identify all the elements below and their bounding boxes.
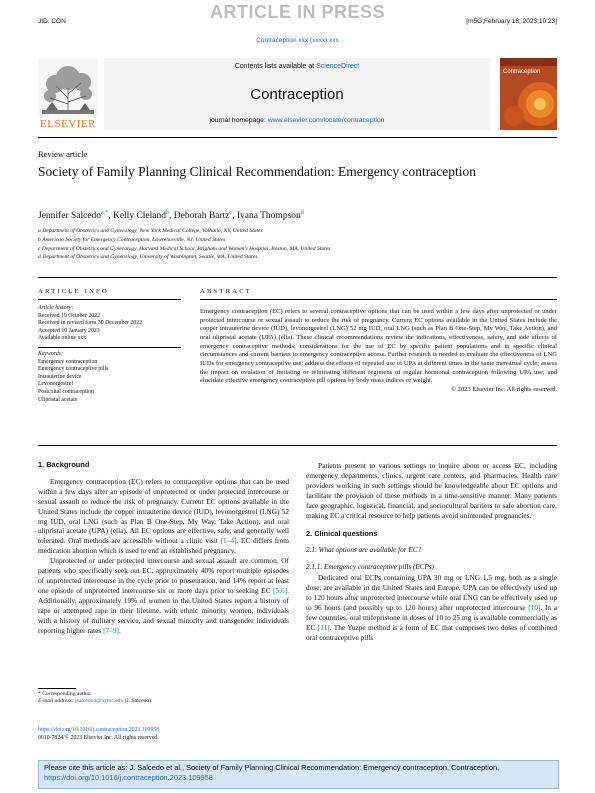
author-name[interactable]: Ivana Thompson xyxy=(236,211,301,222)
abstract-text xyxy=(200,308,557,395)
abstract-rule xyxy=(200,299,557,300)
email-label: E-mail address: xyxy=(38,698,76,705)
article-type: Review article xyxy=(38,149,88,159)
paragraph: Unprotected or under protected intercourse and sexual assault are common. Of patients who specifically seek out EC, approximately 40% report multiple episodes of unprotected intercourse in the cycle prior to presentation, and 14% report at least one episode of unprotected intercourse six or more days prior to seeking EC [5,6]. Additionally, approximately 19% of women in the United States report a history of rape or attempted rape in their lifetime, with ethnic minority women, individuals with a history of military service, and sexual minority and transgender individuals reporting higher rates [7–9]. xyxy=(38,556,289,635)
affiliation: a Department of Obstetrics and Gynecology, New York Medical College, Valhalla, NY, United States xyxy=(38,228,263,234)
author-name[interactable]: Jennifer Salcedo xyxy=(38,211,102,222)
affiliation: d Department of Obstetrics and Gynecology, University of Washington, Seattle, WA, United States xyxy=(38,254,258,261)
masthead-rule xyxy=(38,137,557,138)
sciencedirect-link[interactable]: ScienceDirect xyxy=(316,63,360,70)
history-item: Received in revised form 30 December 2022 xyxy=(38,320,142,327)
article-in-press-banner: ARTICLE IN PRESS xyxy=(209,2,386,22)
subsection-heading: 2.1. What options are available for EC? xyxy=(306,546,422,555)
section-heading: 1. Background xyxy=(38,460,90,469)
author-affil[interactable]: c xyxy=(229,210,233,216)
affiliation-rule xyxy=(38,277,557,278)
paragraph: Emergency contraception (EC) refers to contraceptive options that can be used within a few days after an episode of unprotected or under protected intercourse or sexual assault to reduce the risk of pregnancy. Current EC options available in the United States include the copper intrauterine device (IUD), levonorgestrel (LNG) 52 mg IUD, oral LNG (such as Plan B One-Step, My Way, Take Action), and oral ulipristal acetate (UPA) (ella). All EC options are effective, safe, and generally well tolerated. Oral methods are accessible without a clinic visit [1–4]. EC differs from medication abortion which is used to end an established pregnancy. xyxy=(38,476,289,556)
affiliation: c Department of Obstetrics and Gynecology, Harvard Medical School, Brigham and Women’s Hospital, Boston, MA, United States xyxy=(38,245,331,252)
author-affil[interactable]: d xyxy=(300,210,304,216)
cover-title: Contraception xyxy=(503,69,541,75)
abstract-copyright: © 2023 Elsevier Inc. All rights reserved. xyxy=(450,385,557,393)
body-right-column xyxy=(306,461,557,643)
keyword[interactable]: Levonorgestrel xyxy=(38,381,73,388)
author-affil[interactable]: a,* xyxy=(101,210,109,216)
email-link[interactable]: jsalcedo4@nymc.edu xyxy=(75,698,124,705)
footnote-rule xyxy=(38,688,76,689)
paragraph: Patients present to various settings to inquire about or access EC, including emergency departments, clinics, urgent care centers, and pharmacies. Health care providers working in such settings should be knowledgeable about EC options and facilitate the provision of these methods in a time-sensitive manner. Many patients face geographic, logistical, financial, and sociocultural barriers to safe abortion care, making EC a critical resource to help patients avoid unintended pregnancies. xyxy=(306,461,557,520)
journal-id: JID: CON xyxy=(38,18,66,25)
journal-homepage xyxy=(104,117,490,124)
issn-line: 0010-7824/© 2023 Elsevier Inc. All rights reserved. xyxy=(38,734,159,741)
keyword[interactable]: Emergency contraceptive pills xyxy=(38,366,109,373)
homepage-prefix: journal homepage: xyxy=(209,117,268,124)
journal-cover[interactable] xyxy=(500,58,557,130)
author-name[interactable]: Kelly Cleland xyxy=(112,211,166,222)
history-item: Available online xxx xyxy=(38,335,87,342)
elsevier-logo-text: ELSEVIER xyxy=(40,118,96,130)
keyword[interactable]: Postcoital contraception xyxy=(38,388,94,395)
article-info-heading: ARTICLE INFO xyxy=(38,288,109,295)
keyword[interactable]: Intrauterine device xyxy=(38,373,82,380)
keyword[interactable]: Emergency contraception xyxy=(38,358,98,365)
keywords-rule xyxy=(38,347,181,348)
contents-line xyxy=(104,63,490,70)
contents-prefix: Contents lists available at xyxy=(234,63,317,70)
journal-name: Contraception xyxy=(250,86,344,103)
article-info xyxy=(38,305,181,404)
citation-doi-link[interactable]: https://doi.org/10.1016/j.contraception.2023.109958 xyxy=(44,773,213,782)
affiliation: b American Society for Emergency Contraception, Lawrenceville, NJ, United States xyxy=(38,236,226,243)
footer xyxy=(38,727,159,742)
history-item: Received 19 October 2022 xyxy=(38,312,100,319)
citation-link[interactable]: [10] xyxy=(528,602,541,612)
citation-link[interactable]: [11] xyxy=(317,622,330,632)
article-title: Society of Family Planning Clinical Recommendation: Emergency contraception xyxy=(38,164,477,179)
footnote: * Corresponding author. E-mail address: jsalcedo4@nymc.edu (J. Salcedo). xyxy=(38,691,153,705)
build-info: [m5G;February 18, 2023;10:23] xyxy=(466,18,557,25)
paragraph: Dedicated oral ECPs containing UPA 30 mg or LNG 1.5 mg, both as a single dose, are available in the United States and Europe. UPA can be effectively used up to 120 hours after unprotected intercourse while oral LNG can be effectively used up to 96 hours (and possibly up to 120 hours) after unprotected intercourse [10]. In a few countries, oral mifepristone in doses of 10 to 25 mg is available commercially as EC [11]. The Yuzpe method is a form of EC that comprises two doses of combined oral contraceptive pills xyxy=(306,573,558,642)
homepage-link[interactable]: www.elsevier.com/locate/contraception xyxy=(267,117,385,124)
abstract-end-rule xyxy=(38,445,557,446)
keywords-label: Keywords: xyxy=(38,350,63,357)
doi-link[interactable]: https://doi.org/10.1016/j.contraception.2023.109958 xyxy=(38,727,160,733)
body-left-column xyxy=(38,460,289,635)
author-name[interactable]: Deborah Bartz xyxy=(173,211,230,222)
citation-link[interactable]: [5,6] xyxy=(273,585,288,595)
citation-link[interactable]: [7–9] xyxy=(103,625,119,635)
author-affil[interactable]: b xyxy=(166,210,169,216)
keyword[interactable]: Ulipristal acetate xyxy=(38,396,78,403)
history-item: Accepted 10 January 2023 xyxy=(38,327,100,334)
corresponding-author: * Corresponding author. xyxy=(38,691,93,697)
citation-link[interactable]: [1–4] xyxy=(220,536,237,546)
subsubsection-heading: 2.1.1. Emergency contraceptive pills (ECPs) xyxy=(306,563,435,572)
section-heading: 2. Clinical questions xyxy=(306,529,378,539)
abstract-body: Emergency contraception (EC) refers to several contraceptive options that can be used within a few days after unprotected or under protected intercourse or sexual assault to reduce the risk of pregnancy. Current EC options available in the United States include the copper intrauterine device (IUD), levonorgestrel (LNG) 52 mg IUD, oral LNG (such as Plan B One-Step, My Way, Take Action), and oral ulipristal acetate (UPA) (ella). These clinical recommendations review the indications, effectiveness, safety, and side effects of emergency contraceptive methods; considerations for the use of EC by specific patient populations and in specific clinical circumstances and current barriers to emergency contraceptive access. Further research is needed to evaluate the effectiveness of LNG IUDs for emergency contraceptive use; address the effects of repeated use of UPA at different times in the same menstrual cycle; assess the impact on ovulation of initiating or reinitiating different regimens of regular hormonal contraception following UPA use; and elucidate effective emergency contraceptive pill options by body mass indices or weight. xyxy=(200,308,557,385)
history-label: Article history: xyxy=(38,305,74,311)
citation-text: Please cite this article as: J. Salcedo et al., Society of Family Planning Clinical Recommendation: Emergency contraception, Contraception, https://doi.org/10.1016/j.contraception.2023.109958 xyxy=(44,763,500,782)
abstract-heading: ABSTRACT xyxy=(200,288,253,295)
journal-volume-link[interactable]: Contraception xxx (xxxx) xxx xyxy=(256,37,339,44)
affiliations xyxy=(38,227,330,262)
author-list: Jennifer Salcedo$^{a,*}$, Kelly Cleland$^b$, Deborah Bartz$^c$, Ivana Thompson$^d$ xyxy=(38,210,304,222)
article-info-rule xyxy=(38,299,181,300)
